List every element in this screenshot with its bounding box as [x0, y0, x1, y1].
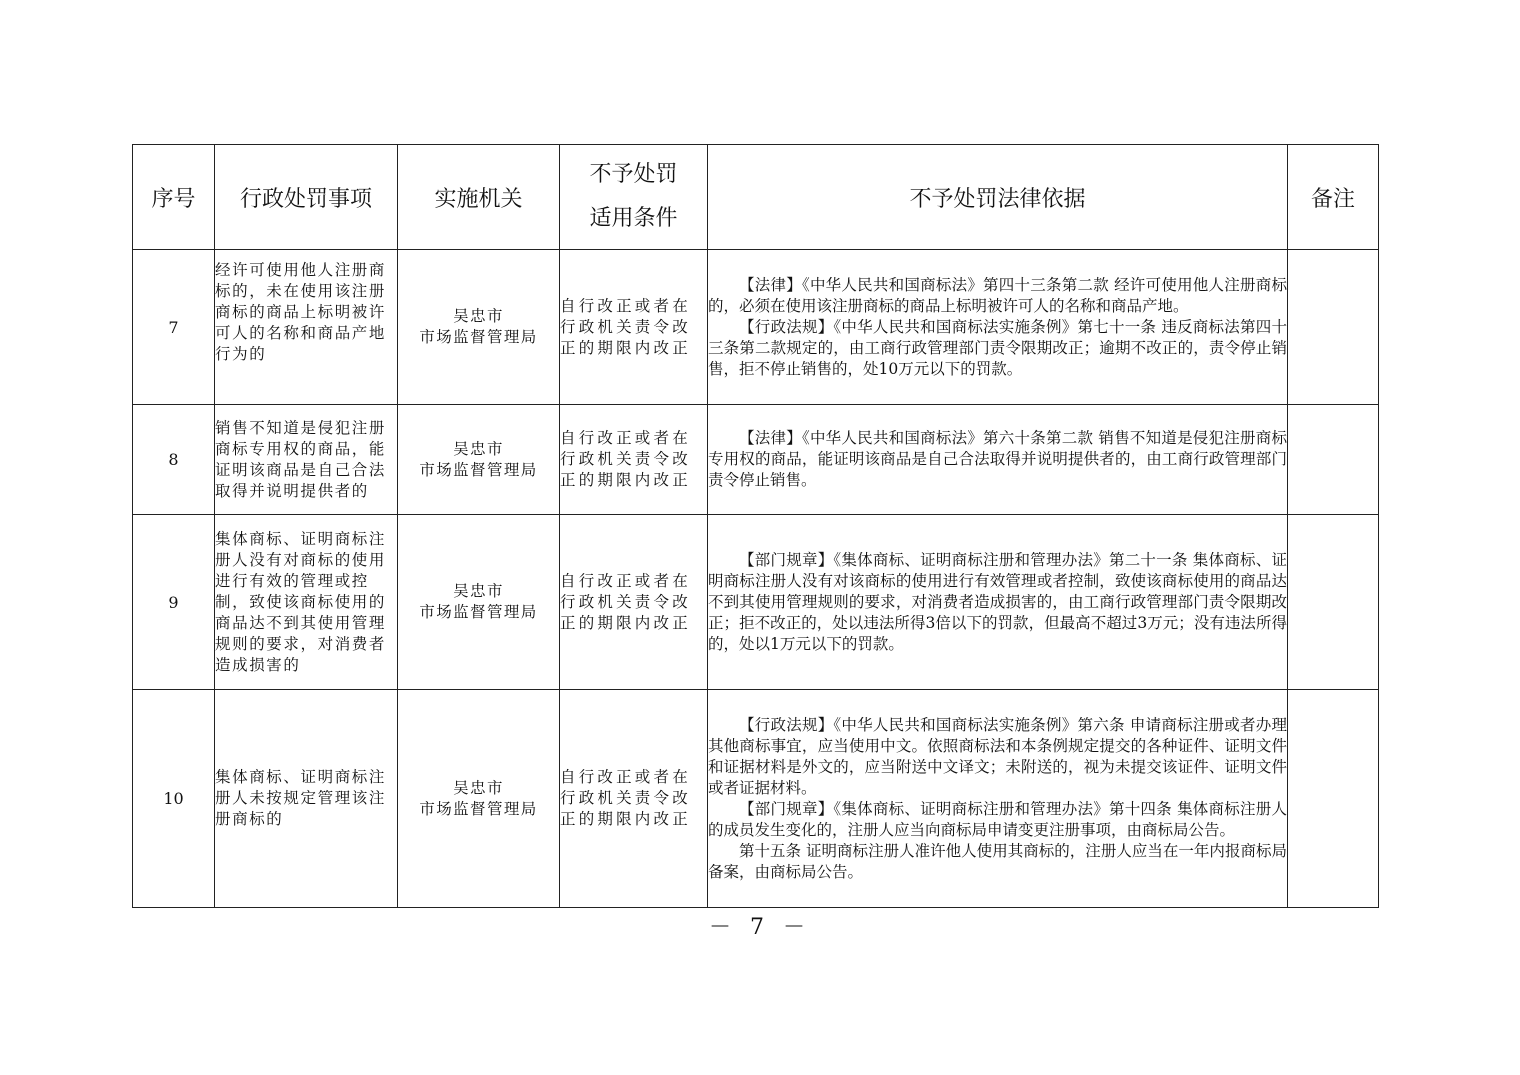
header-item: 行政处罚事项 — [215, 145, 398, 250]
header-seq: 序号 — [133, 145, 215, 250]
row-org-line1: 吴忠市 — [453, 307, 504, 325]
header-condition-line1: 不予处罚 — [589, 162, 678, 187]
row-item: 集体商标、证明商标注册人未按规定管理该注册商标的 — [215, 690, 398, 908]
basis-paragraph: 第十五条 证明商标注册人准许他人使用其商标的，注册人应当在一年内报商标局备案，由商标局公告。 — [708, 841, 1287, 881]
row-org — [398, 690, 560, 908]
row-item: 经许可使用他人注册商标的，未在使用该注册商标的商品上标明被许可人的名称和商品产地行为的 — [215, 250, 398, 405]
row-org — [398, 405, 560, 515]
row-org-line1: 吴忠市 — [453, 582, 504, 600]
basis-paragraph: 【部门规章】《集体商标、证明商标注册和管理办法》第二十一条 集体商标、证明商标注册人没有对该商标的使用进行有效管理或者控制，致使该商标使用的商品达不到其使用管理规则的要求，对消费者造成损害的，由工商行政管理部门责令限期改正；拒不改正的，处以违法所得3倍以下的罚款，但最高不超过3万元；没有违法所得的，处以1万元以下的罚款。 — [708, 550, 1287, 653]
header-note: 备注 — [1288, 145, 1379, 250]
row-basis — [708, 405, 1288, 515]
row-item: 集体商标、证明商标注册人没有对商标的使用进行有效的管理或控制，致使该商标使用的商品达不到其使用管理规则的要求，对消费者造成损害的 — [215, 515, 398, 690]
row-note — [1288, 405, 1379, 515]
row-item: 销售不知道是侵犯注册商标专用权的商品，能证明该商品是自己合法取得并说明提供者的 — [215, 405, 398, 515]
row-condition: 自行改正或者在行政机关责令改正的期限内改正 — [560, 690, 708, 908]
header-basis: 不予处罚法律依据 — [708, 145, 1288, 250]
row-note — [1288, 250, 1379, 405]
table-row — [133, 250, 1379, 405]
penalty-exemption-table — [132, 144, 1379, 908]
basis-paragraph: 【行政法规】《中华人民共和国商标法实施条例》第六条 申请商标注册或者办理其他商标事宜，应当使用中文。依照商标法和本条例规定提交的各种证件、证明文件和证据材料是外文的，应当附送中文译文；未附送的，视为未提交该证件、证明文件或者证据材料。 — [708, 715, 1287, 797]
row-condition: 自行改正或者在行政机关责令改正的期限内改正 — [560, 250, 708, 405]
table-row — [133, 515, 1379, 690]
row-org-line1: 吴忠市 — [453, 439, 504, 458]
row-note — [1288, 690, 1379, 908]
table-header-row — [133, 145, 1379, 250]
row-note — [1288, 515, 1379, 690]
table-row — [133, 690, 1379, 908]
page-number: － 7 － — [709, 915, 811, 940]
row-basis — [708, 250, 1288, 405]
row-condition: 自行改正或者在行政机关责令改正的期限内改正 — [560, 405, 708, 515]
row-org — [398, 515, 560, 690]
row-basis — [708, 690, 1288, 908]
row-org-line2: 市场监督管理局 — [419, 603, 538, 621]
table-row — [133, 405, 1379, 515]
basis-paragraph: 【法律】《中华人民共和国商标法》第四十三条第二款 经许可使用他人注册商标的，必须在使用该注册商标的商品上标明被许可人的名称和商品产地。 — [708, 275, 1287, 315]
row-org-line2: 市场监督管理局 — [419, 328, 538, 346]
row-org-line2: 市场监督管理局 — [419, 460, 538, 479]
basis-paragraph: 【法律】《中华人民共和国商标法》第六十条第二款 销售不知道是侵犯注册商标专用权的商品，能证明该商品是自己合法取得并说明提供者的，由工商行政管理部门责令停止销售。 — [708, 429, 1287, 489]
header-org: 实施机关 — [398, 145, 560, 250]
row-org-line1: 吴忠市 — [453, 778, 504, 797]
row-basis — [708, 515, 1288, 690]
row-seq: 7 — [133, 250, 215, 405]
header-condition — [560, 145, 708, 250]
basis-paragraph: 【部门规章】《集体商标、证明商标注册和管理办法》第十四条 集体商标注册人的成员发生变化的，注册人应当向商标局申请变更注册事项，由商标局公告。 — [708, 799, 1287, 839]
row-seq: 8 — [133, 405, 215, 515]
row-seq: 9 — [133, 515, 215, 690]
header-condition-line2: 适用条件 — [589, 206, 678, 231]
row-org-line2: 市场监督管理局 — [419, 799, 538, 818]
row-seq: 10 — [133, 690, 215, 908]
basis-paragraph: 【行政法规】《中华人民共和国商标法实施条例》第七十一条 违反商标法第四十三条第二款规定的，由工商行政管理部门责令限期改正；逾期不改正的，责令停止销售，拒不停止销售的，处10万元以下的罚款。 — [708, 317, 1287, 378]
row-org — [398, 250, 560, 405]
row-condition: 自行改正或者在行政机关责令改正的期限内改正 — [560, 515, 708, 690]
